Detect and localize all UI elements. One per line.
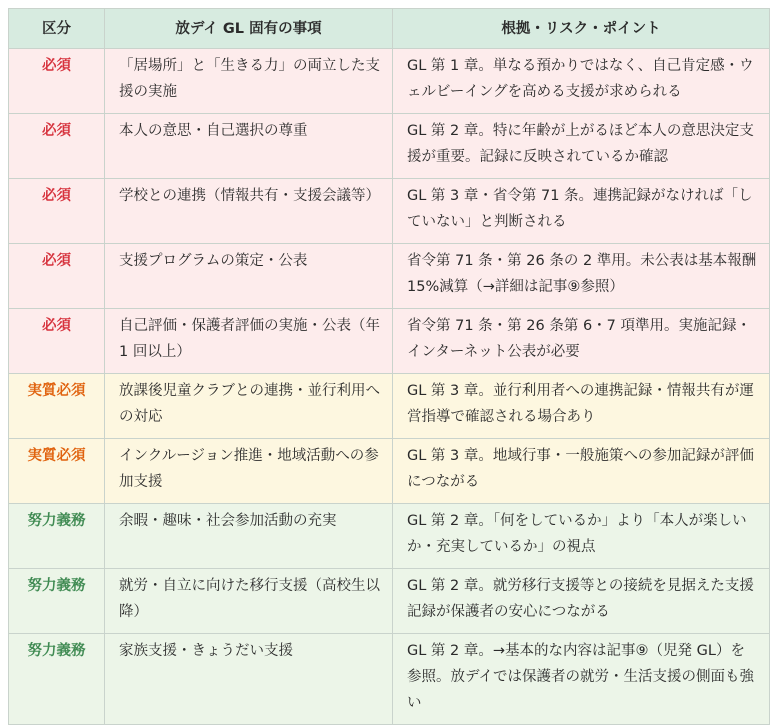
table-body <box>9 49 770 725</box>
header-category: 区分 <box>9 9 105 49</box>
item-cell: 余暇・趣味・社会参加活動の充実 <box>105 504 393 569</box>
table-row <box>9 374 770 439</box>
table-row <box>9 179 770 244</box>
category-cell: 必須 <box>9 179 105 244</box>
item-cell: 「居場所」と「生きる力」の両立した支援の実施 <box>105 49 393 114</box>
table-row <box>9 49 770 114</box>
category-cell: 必須 <box>9 114 105 179</box>
category-cell: 必須 <box>9 309 105 374</box>
table-header-row <box>9 9 770 49</box>
table-row <box>9 634 770 725</box>
item-cell: 支援プログラムの策定・公表 <box>105 244 393 309</box>
category-cell: 努力義務 <box>9 569 105 634</box>
guideline-table <box>8 8 770 725</box>
category-cell: 努力義務 <box>9 504 105 569</box>
table-row <box>9 244 770 309</box>
category-cell: 実質必須 <box>9 439 105 504</box>
table-row <box>9 439 770 504</box>
category-cell: 必須 <box>9 244 105 309</box>
basis-cell: GL 第 2 章。「何をしているか」より「本人が楽しいか・充実しているか」の視点 <box>393 504 770 569</box>
category-cell: 努力義務 <box>9 634 105 725</box>
item-cell: インクルージョン推進・地域活動への参加支援 <box>105 439 393 504</box>
basis-cell: GL 第 3 章。並行利用者への連携記録・情報共有が運営指導で確認される場合あり <box>393 374 770 439</box>
basis-cell: GL 第 2 章。就労移行支援等との接続を見据えた支援記録が保護者の安心につながる <box>393 569 770 634</box>
table-row <box>9 309 770 374</box>
basis-cell: GL 第 3 章。地域行事・一般施策への参加記録が評価につながる <box>393 439 770 504</box>
basis-cell: 省令第 71 条・第 26 条第 6・7 項準用。実施記録・インターネット公表が必要 <box>393 309 770 374</box>
category-cell: 必須 <box>9 49 105 114</box>
item-cell: 本人の意思・自己選択の尊重 <box>105 114 393 179</box>
item-cell: 自己評価・保護者評価の実施・公表（年 1 回以上） <box>105 309 393 374</box>
item-cell: 学校との連携（情報共有・支援会議等） <box>105 179 393 244</box>
table-row <box>9 114 770 179</box>
item-cell: 放課後児童クラブとの連携・並行利用への対応 <box>105 374 393 439</box>
header-item: 放デイ GL 固有の事項 <box>105 9 393 49</box>
basis-cell: 省令第 71 条・第 26 条の 2 準用。未公表は基本報酬 15%減算（→詳細は記事⑨参照） <box>393 244 770 309</box>
table-row <box>9 504 770 569</box>
table-row <box>9 569 770 634</box>
item-cell: 家族支援・きょうだい支援 <box>105 634 393 725</box>
basis-cell: GL 第 1 章。単なる預かりではなく、自己肯定感・ウェルビーイングを高める支援が求められる <box>393 49 770 114</box>
basis-cell: GL 第 2 章。→基本的な内容は記事⑨（児発 GL）を参照。放デイでは保護者の就労・生活支援の側面も強い <box>393 634 770 725</box>
basis-cell: GL 第 3 章・省令第 71 条。連携記録がなければ「していない」と判断される <box>393 179 770 244</box>
category-cell: 実質必須 <box>9 374 105 439</box>
header-basis: 根拠・リスク・ポイント <box>393 9 770 49</box>
item-cell: 就労・自立に向けた移行支援（高校生以降） <box>105 569 393 634</box>
basis-cell: GL 第 2 章。特に年齢が上がるほど本人の意思決定支援が重要。記録に反映されているか確認 <box>393 114 770 179</box>
